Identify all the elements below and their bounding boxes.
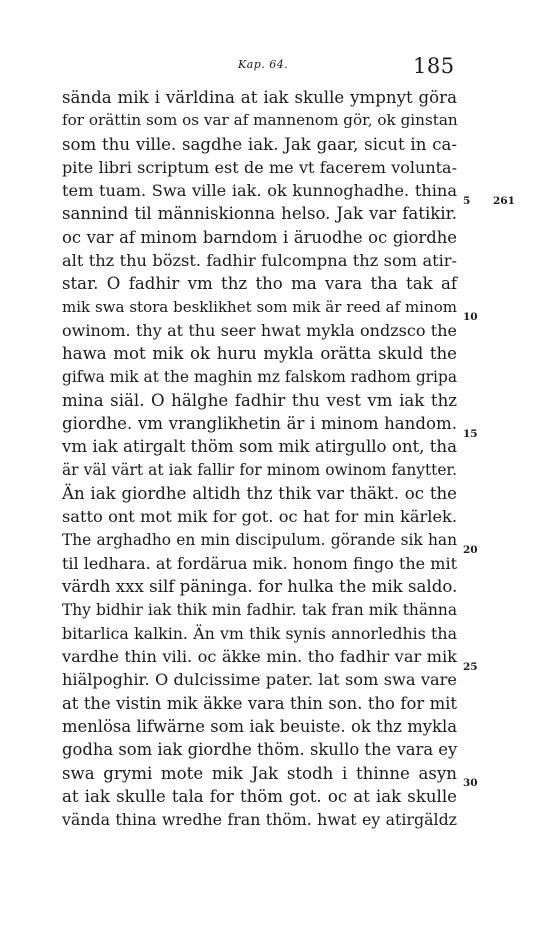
margin-line-number: 5 xyxy=(463,195,471,207)
running-head: Kap. 64. xyxy=(238,58,289,71)
text-line: vm iak atirgalt thöm som mik atirgullo ont, tha xyxy=(62,437,457,457)
text-line: hawa mot mik ok huru mykla orätta skuld the xyxy=(62,344,457,364)
text-line: menlösa lifwärne som iak beuiste. ok thz mykla xyxy=(62,717,457,737)
text-line: Än iak giordhe altidh thz thik var thäkt. oc the xyxy=(62,484,457,504)
text-line: owinom. thy at thu seer hwat mykla ondzsco the xyxy=(62,320,457,340)
margin-line-number: 30 xyxy=(463,777,478,789)
margin-line-number: 15 xyxy=(463,428,478,440)
text-line: mina siäl. O hälghe fadhir thu vest vm iak thz xyxy=(62,390,457,410)
text-line: satto ont mot mik for got. oc hat for min kärlek. xyxy=(62,507,457,527)
margin-line-number: 20 xyxy=(463,544,478,556)
text-line: at iak skulle tala for thöm got. oc at iak skulle xyxy=(62,786,457,806)
text-line: star. O fadhir vm thz tho ma vara tha tak af xyxy=(62,274,457,294)
text-line: The arghadho en min discipulum. görande sik han xyxy=(62,530,457,549)
text-line: hiälpoghir. O dulcissime pater. lat som swa vare xyxy=(62,670,457,690)
text-line: for orättin som os var af mannenom gör, ok ginstan xyxy=(62,111,458,130)
margin-reference-number: 261 xyxy=(493,195,515,207)
text-line: godha som iak giordhe thöm. skullo the vara ey xyxy=(62,740,458,760)
text-line: Thy bidhir iak thik min fadhir. tak fran mik thänna xyxy=(62,600,457,619)
text-line: som thu ville. sagdhe iak. Jak gaar, sicut in ca- xyxy=(62,134,457,154)
text-line: alt thz thu bözst. fadhir fulcompna thz som atir- xyxy=(62,251,457,271)
text-line: pite libri scriptum est de me vt facerem volunta- xyxy=(62,157,457,177)
text-line: oc var af minom barndom i äruodhe oc giordhe xyxy=(62,227,457,247)
text-line: til ledhara. at fordärua mik. honom fingo the mit xyxy=(62,553,457,573)
text-line: gifwa mik at the maghin mz falskom radhom gripa xyxy=(62,367,457,386)
text-line: vardhe thin vili. oc äkke min. tho fadhir var mik xyxy=(62,647,457,667)
body-text xyxy=(62,86,457,832)
text-line: mik swa stora besklikhet som mik är reed af minom xyxy=(62,297,457,316)
margin-line-number: 25 xyxy=(463,661,478,673)
page-number: 185 xyxy=(413,54,455,78)
text-line: sända mik i världina at iak skulle ympnyt göra xyxy=(62,88,457,107)
text-line: värdh xxx silf päninga. for hulka the mik saldo. xyxy=(62,577,458,597)
text-line: giordhe. vm vranglikhetin är i minom handom. xyxy=(62,414,457,434)
margin-line-number: 10 xyxy=(463,311,478,323)
text-line: bitarlica kalkin. Än vm thik synis annorledhis tha xyxy=(62,623,457,643)
text-line: at the vistin mik äkke vara thin son. tho for mit xyxy=(62,693,457,713)
text-line: tem tuam. Swa ville iak. ok kunnoghadhe. thina xyxy=(62,181,457,201)
text-line: är väl värt at iak fallir for minom owinom fanytter. xyxy=(62,460,457,479)
text-line: sannind til människionna helso. Jak var fatikir. xyxy=(62,204,457,224)
text-line: swa grymi mote mik Jak stodh i thinne asyn xyxy=(62,763,457,783)
text-line: vända thina wredhe fran thöm. hwat ey atirgäldz xyxy=(62,810,457,830)
